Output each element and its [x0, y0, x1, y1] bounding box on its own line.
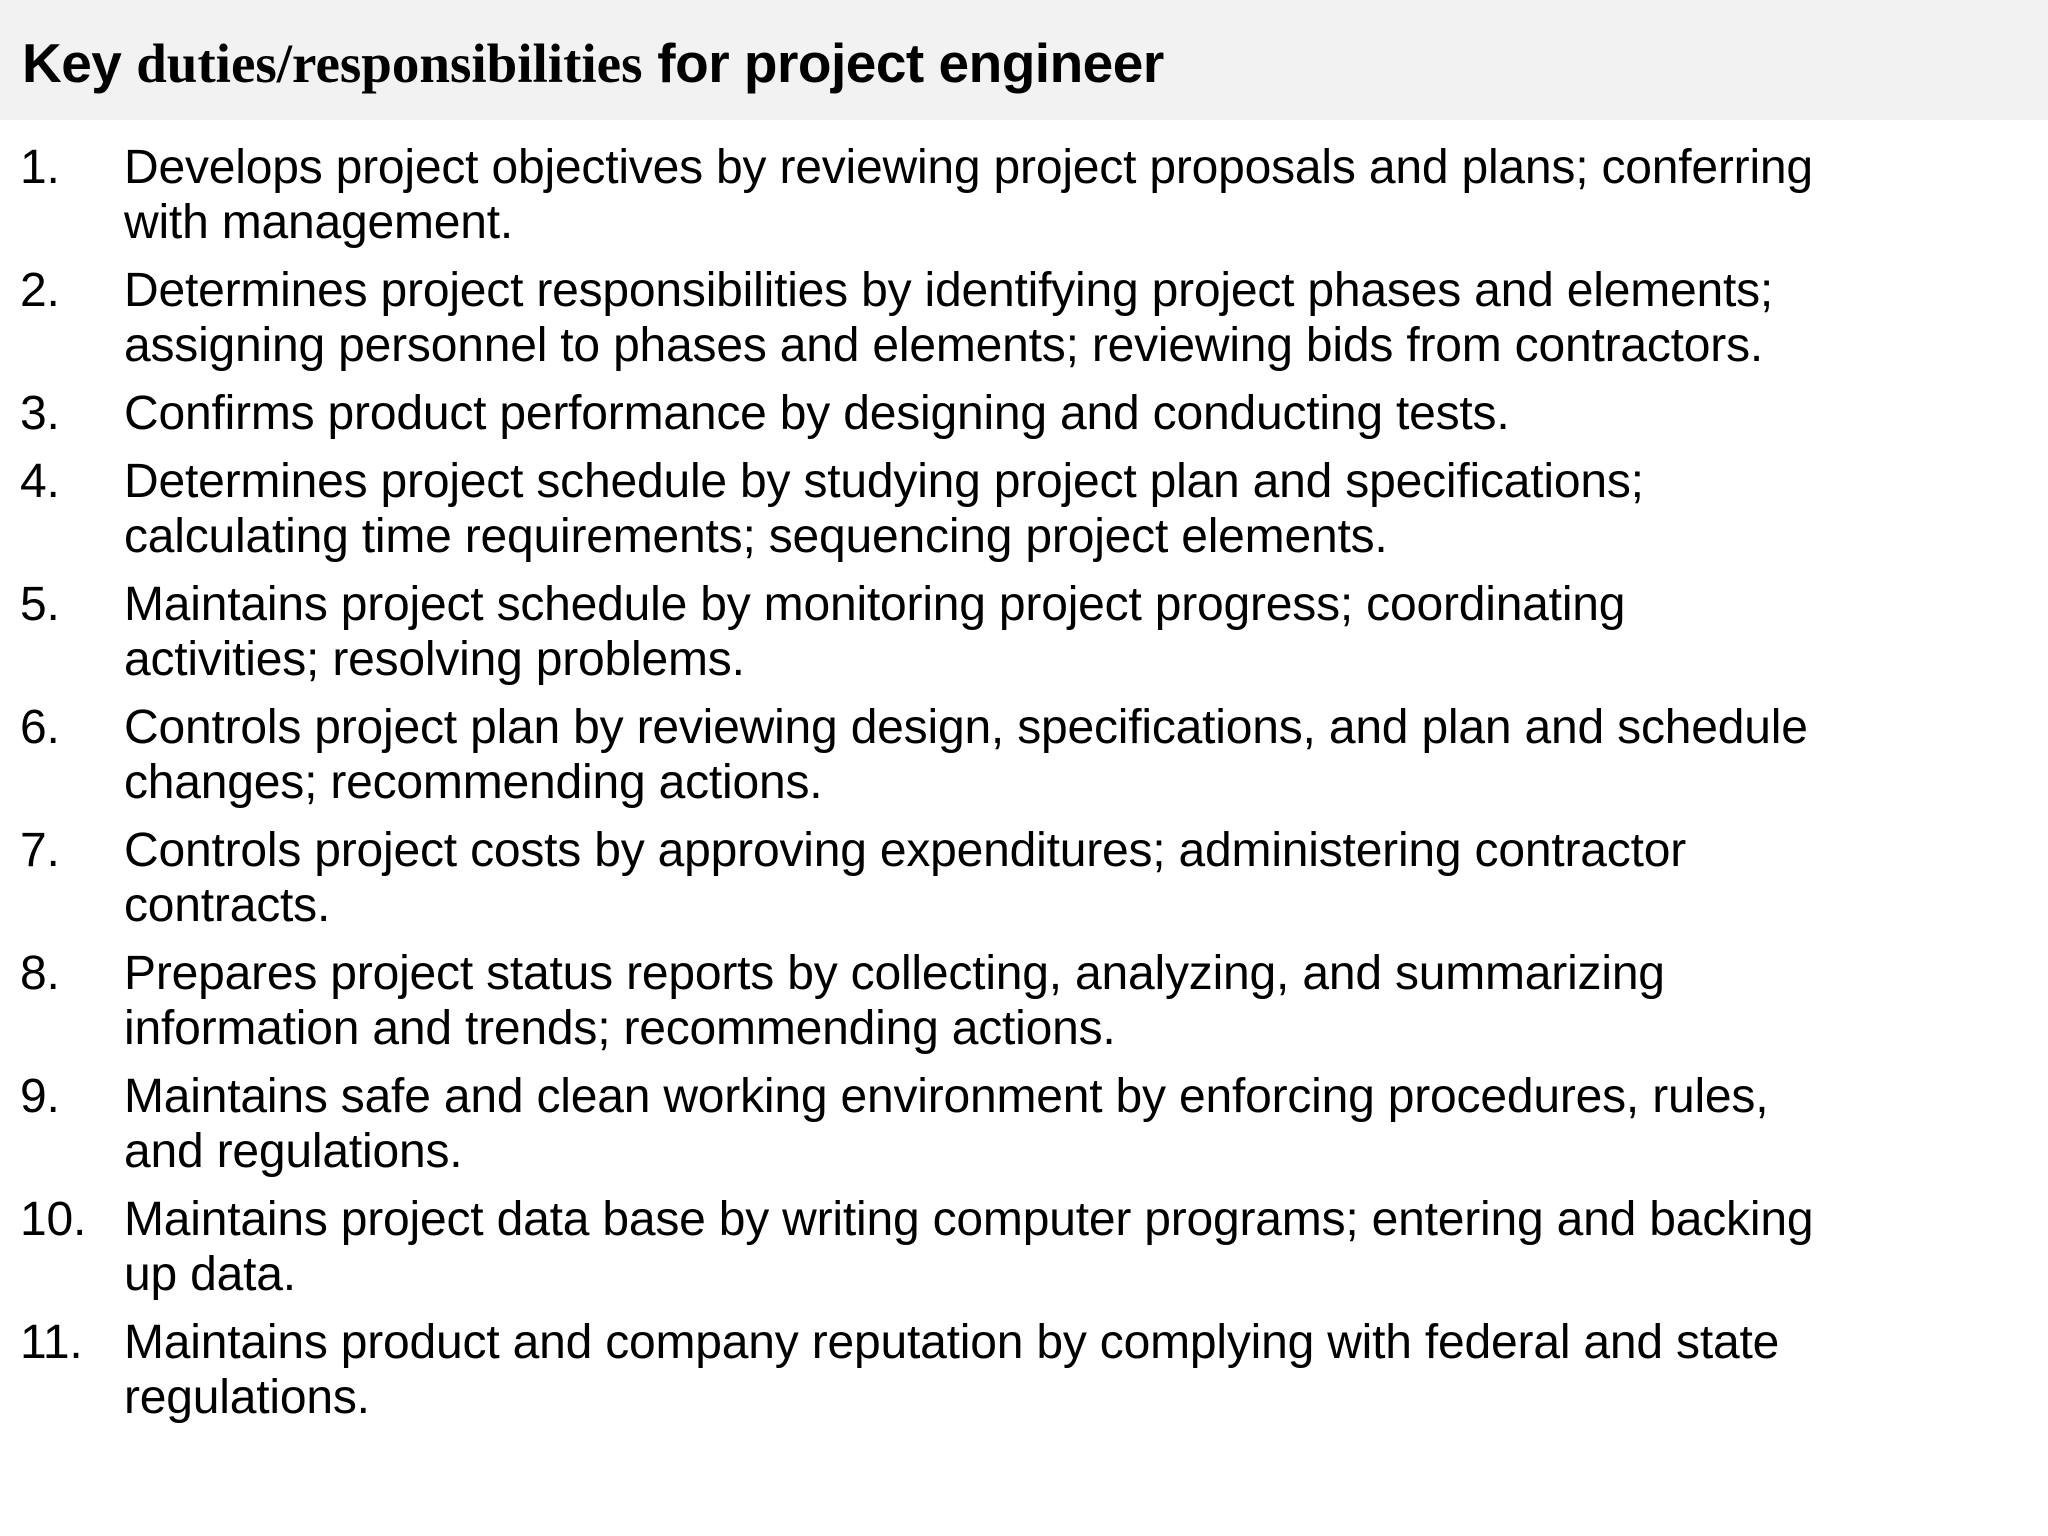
title-part-3: for project engineer — [642, 32, 1164, 94]
list-item-text-line: contracts. — [124, 879, 331, 932]
list-item-number: 4. — [20, 455, 60, 508]
list-item-number: 10. — [20, 1193, 87, 1246]
list-item-text-line: Maintains project data base by writing computer programs; entering and backing — [124, 1193, 1814, 1246]
list-item-text-line: information and trends; recommending actions. — [124, 1002, 1116, 1055]
list-item-text-line: Maintains safe and clean working environment by enforcing procedures, rules, — [124, 1070, 1769, 1123]
list-item-number: 11. — [20, 1316, 83, 1369]
list-item — [0, 1069, 2048, 1179]
title-part-2: duties/responsibilities — [136, 33, 643, 94]
list-item-text-line: and regulations. — [124, 1125, 463, 1178]
list-item-text-line: Determines project responsibilities by identifying project phases and elements; — [124, 264, 1774, 317]
list-item — [0, 263, 2048, 373]
list-item-text-line: Develops project objectives by reviewing project proposals and plans; conferring — [124, 141, 1813, 194]
duties-list — [0, 140, 2048, 1438]
list-item — [0, 386, 2048, 441]
list-item-text-line: Prepares project status reports by collecting, analyzing, and summarizing — [124, 947, 1665, 1000]
list-item-text-line: with management. — [124, 196, 514, 249]
list-item-number: 7. — [20, 824, 60, 877]
list-item-text-line: activities; resolving problems. — [124, 633, 745, 686]
page-title — [22, 28, 1164, 99]
list-item-text-line: Maintains product and company reputation by complying with federal and state — [124, 1316, 1780, 1369]
list-item-number: 3. — [20, 387, 60, 440]
list-item — [0, 577, 2048, 687]
list-item-number: 1. — [20, 141, 60, 194]
list-item-text-line: Maintains project schedule by monitoring project progress; coordinating — [124, 578, 1626, 631]
title-part-1: Key — [22, 32, 137, 94]
list-item-number: 8. — [20, 947, 60, 1000]
list-item — [0, 946, 2048, 1056]
list-item-text-line: Controls project costs by approving expenditures; administering contractor — [124, 824, 1686, 877]
list-item-text-line: assigning personnel to phases and elements; reviewing bids from contractors. — [124, 319, 1764, 372]
list-item-text-line: up data. — [124, 1248, 296, 1301]
title-bar — [0, 0, 2048, 120]
list-item — [0, 1315, 2048, 1425]
list-item-text-line: Confirms product performance by designing and conducting tests. — [124, 387, 1510, 440]
list-item-number: 6. — [20, 701, 60, 754]
list-item-text-line: Determines project schedule by studying project plan and specifications; — [124, 455, 1644, 508]
list-item-number: 2. — [20, 264, 60, 317]
list-item-number: 9. — [20, 1070, 60, 1123]
list-item-text-line: calculating time requirements; sequencing project elements. — [124, 510, 1388, 563]
list-item — [0, 823, 2048, 933]
list-item — [0, 140, 2048, 250]
list-item-text-line: changes; recommending actions. — [124, 756, 823, 809]
list-item — [0, 1192, 2048, 1302]
list-item-text-line: Controls project plan by reviewing design, specifications, and plan and schedule — [124, 701, 1808, 754]
list-item — [0, 700, 2048, 810]
list-item — [0, 454, 2048, 564]
list-item-text-line: regulations. — [124, 1371, 370, 1424]
list-item-number: 5. — [20, 578, 60, 631]
